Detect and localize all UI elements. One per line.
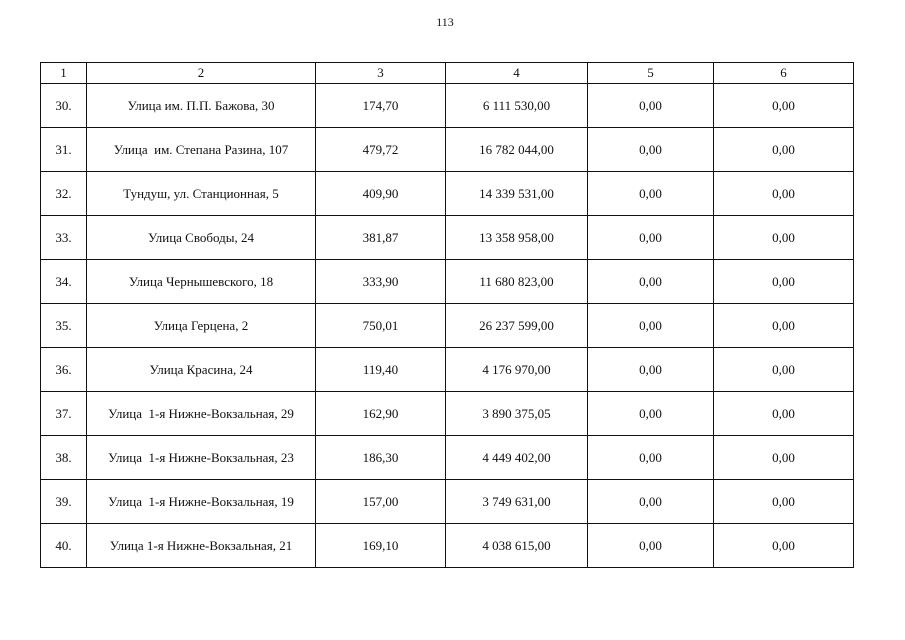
header-cell-col1: 1 xyxy=(41,63,87,84)
table-row xyxy=(41,480,854,524)
table-row xyxy=(41,84,854,128)
row-number-cell: 31. xyxy=(41,128,87,172)
area-cell: 333,90 xyxy=(316,260,446,304)
address-cell: Улица 1-я Нижне-Вокзальная, 21 xyxy=(87,524,316,568)
col6-cell: 0,00 xyxy=(714,348,854,392)
col5-cell: 0,00 xyxy=(588,84,714,128)
col6-cell: 0,00 xyxy=(714,172,854,216)
col5-cell: 0,00 xyxy=(588,216,714,260)
row-number-cell: 38. xyxy=(41,436,87,480)
area-cell: 119,40 xyxy=(316,348,446,392)
value-cell: 3 749 631,00 xyxy=(446,480,588,524)
table-row xyxy=(41,348,854,392)
col5-cell: 0,00 xyxy=(588,480,714,524)
header-cell-col6: 6 xyxy=(714,63,854,84)
value-cell: 13 358 958,00 xyxy=(446,216,588,260)
area-cell: 479,72 xyxy=(316,128,446,172)
table-body xyxy=(41,84,854,568)
value-cell: 4 449 402,00 xyxy=(446,436,588,480)
col6-cell: 0,00 xyxy=(714,524,854,568)
registry-table xyxy=(40,62,854,568)
value-cell: 3 890 375,05 xyxy=(446,392,588,436)
col5-cell: 0,00 xyxy=(588,304,714,348)
value-cell: 6 111 530,00 xyxy=(446,84,588,128)
col6-cell: 0,00 xyxy=(714,216,854,260)
address-cell: Улица 1-я Нижне-Вокзальная, 29 xyxy=(87,392,316,436)
area-cell: 174,70 xyxy=(316,84,446,128)
col5-cell: 0,00 xyxy=(588,128,714,172)
table-row xyxy=(41,128,854,172)
value-cell: 14 339 531,00 xyxy=(446,172,588,216)
address-cell: Улица Герцена, 2 xyxy=(87,304,316,348)
row-number-cell: 32. xyxy=(41,172,87,216)
address-cell: Улица 1-я Нижне-Вокзальная, 19 xyxy=(87,480,316,524)
header-row xyxy=(41,63,854,84)
value-cell: 4 038 615,00 xyxy=(446,524,588,568)
address-cell: Улица Чернышевского, 18 xyxy=(87,260,316,304)
table-row xyxy=(41,304,854,348)
value-cell: 4 176 970,00 xyxy=(446,348,588,392)
row-number-cell: 35. xyxy=(41,304,87,348)
address-cell: Улица Красина, 24 xyxy=(87,348,316,392)
col6-cell: 0,00 xyxy=(714,128,854,172)
address-cell: Улица Свободы, 24 xyxy=(87,216,316,260)
value-cell: 26 237 599,00 xyxy=(446,304,588,348)
row-number-cell: 37. xyxy=(41,392,87,436)
col5-cell: 0,00 xyxy=(588,392,714,436)
col5-cell: 0,00 xyxy=(588,260,714,304)
area-cell: 750,01 xyxy=(316,304,446,348)
col6-cell: 0,00 xyxy=(714,84,854,128)
header-cell-col2: 2 xyxy=(87,63,316,84)
address-cell: Улица им. Степана Разина, 107 xyxy=(87,128,316,172)
area-cell: 381,87 xyxy=(316,216,446,260)
address-cell: Улица 1-я Нижне-Вокзальная, 23 xyxy=(87,436,316,480)
value-cell: 16 782 044,00 xyxy=(446,128,588,172)
header-cell-col5: 5 xyxy=(588,63,714,84)
area-cell: 409,90 xyxy=(316,172,446,216)
table-row xyxy=(41,172,854,216)
row-number-cell: 30. xyxy=(41,84,87,128)
col5-cell: 0,00 xyxy=(588,348,714,392)
header-cell-col3: 3 xyxy=(316,63,446,84)
table-row xyxy=(41,436,854,480)
area-cell: 186,30 xyxy=(316,436,446,480)
row-number-cell: 40. xyxy=(41,524,87,568)
col6-cell: 0,00 xyxy=(714,480,854,524)
col6-cell: 0,00 xyxy=(714,260,854,304)
col6-cell: 0,00 xyxy=(714,392,854,436)
row-number-cell: 33. xyxy=(41,216,87,260)
col5-cell: 0,00 xyxy=(588,436,714,480)
col6-cell: 0,00 xyxy=(714,304,854,348)
address-cell: Улица им. П.П. Бажова, 30 xyxy=(87,84,316,128)
col5-cell: 0,00 xyxy=(588,524,714,568)
table-header xyxy=(41,63,854,84)
area-cell: 157,00 xyxy=(316,480,446,524)
row-number-cell: 36. xyxy=(41,348,87,392)
row-number-cell: 34. xyxy=(41,260,87,304)
value-cell: 11 680 823,00 xyxy=(446,260,588,304)
col5-cell: 0,00 xyxy=(588,172,714,216)
table-row xyxy=(41,216,854,260)
row-number-cell: 39. xyxy=(41,480,87,524)
table-row xyxy=(41,392,854,436)
col6-cell: 0,00 xyxy=(714,436,854,480)
page-number: 113 xyxy=(436,15,454,29)
address-cell: Тундуш, ул. Станционная, 5 xyxy=(87,172,316,216)
area-cell: 169,10 xyxy=(316,524,446,568)
table-row xyxy=(41,524,854,568)
area-cell: 162,90 xyxy=(316,392,446,436)
table-row xyxy=(41,260,854,304)
header-cell-col4: 4 xyxy=(446,63,588,84)
